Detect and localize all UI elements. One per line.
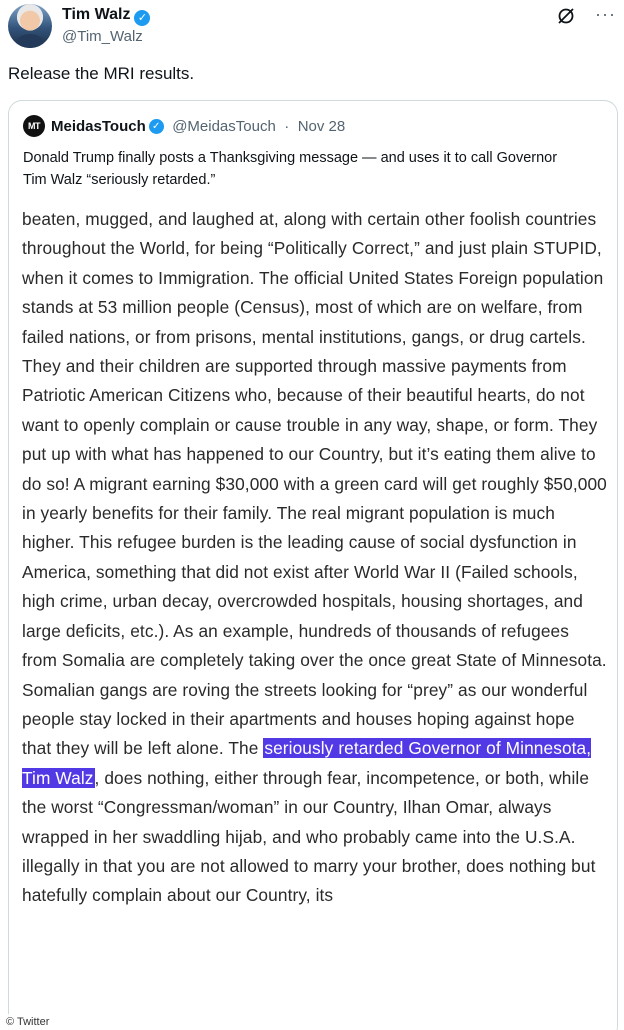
quoted-tweet-text: Donald Trump finally posts a Thanksgiving message — and uses it to call Governor Tim Walz “seriously retarded.” — [23, 150, 558, 188]
verified-badge-icon: ✓ — [134, 10, 150, 26]
author-name[interactable]: Tim Walz — [62, 6, 131, 23]
author-handle[interactable]: @Tim_Walz — [62, 28, 143, 45]
quoted-verified-badge-icon: ✓ — [149, 119, 164, 134]
author-name-row[interactable] — [62, 6, 150, 26]
meta-separator: · — [284, 117, 290, 135]
quoted-tweet[interactable] — [8, 100, 618, 1030]
author-avatar[interactable] — [8, 4, 52, 48]
quoted-tweet-date[interactable]: Nov 28 — [297, 117, 346, 135]
more-options-icon[interactable]: ··· — [595, 4, 616, 24]
quoted-author-handle[interactable]: @MeidasTouch — [172, 117, 276, 135]
quoted-author-avatar[interactable]: MT — [23, 115, 45, 137]
grok-icon[interactable] — [556, 6, 576, 26]
tweet-text: Release the MRI results. — [8, 64, 195, 83]
quoted-author-name[interactable]: MeidasTouch — [51, 117, 146, 135]
watermark: © Twitter — [0, 1014, 55, 1030]
quoted-tweet-header — [23, 115, 345, 137]
statement-text-after: , does nothing, either through fear, incompetence, or both, while the worst “Congressman/woman” in our Country, Ilhan Omar, always wrapped in her swaddling hijab, and who probably came into the U.S.A. illegally in that you are not allowed to marry your brother, does nothing but hatefully complain about our Country, its — [22, 767, 596, 906]
screenshot-statement-text — [22, 205, 608, 911]
statement-text-before: beaten, mugged, and laughed at, along with certain other foolish countries throughout the World, for being “Politically Correct,” and just plain STUPID, when it comes to Immigration. The official United States Foreign population stands at 53 million people (Census), most of which are on welfare, from failed nations, or from prisons, mental institutions, gangs, or drug cartels. They and their children are supported through massive payments from Patriotic American Citizens who, because of their beautiful hearts, do not want to openly complain or cause trouble in any way, shape, or form. They put up with what has happened to our Country, but it’s eating them alive to do so! A migrant earning $30,000 with a green card will get roughly $50,000 in yearly benefits for their family. The real migrant population is much higher. This refugee burden is the leading cause of social dysfunction in America, something that did not exist after World War II (Failed schools, high crime, urban decay, overcrowded hospitals, housing shortages, and large deficits, etc.). As an example, hundreds of thousands of refugees from Somalia are completely taking over the once great State of Minnesota. Somalian gangs are roving the streets looking for “prey” as our wonderful people stay locked in their apartments and houses hoping against hope that they will be left alone. The — [22, 209, 607, 759]
statement-highlighted-text: seriously retarded Governor of Minnesota, Tim Walz — [22, 738, 592, 788]
tweet-header — [8, 2, 616, 50]
